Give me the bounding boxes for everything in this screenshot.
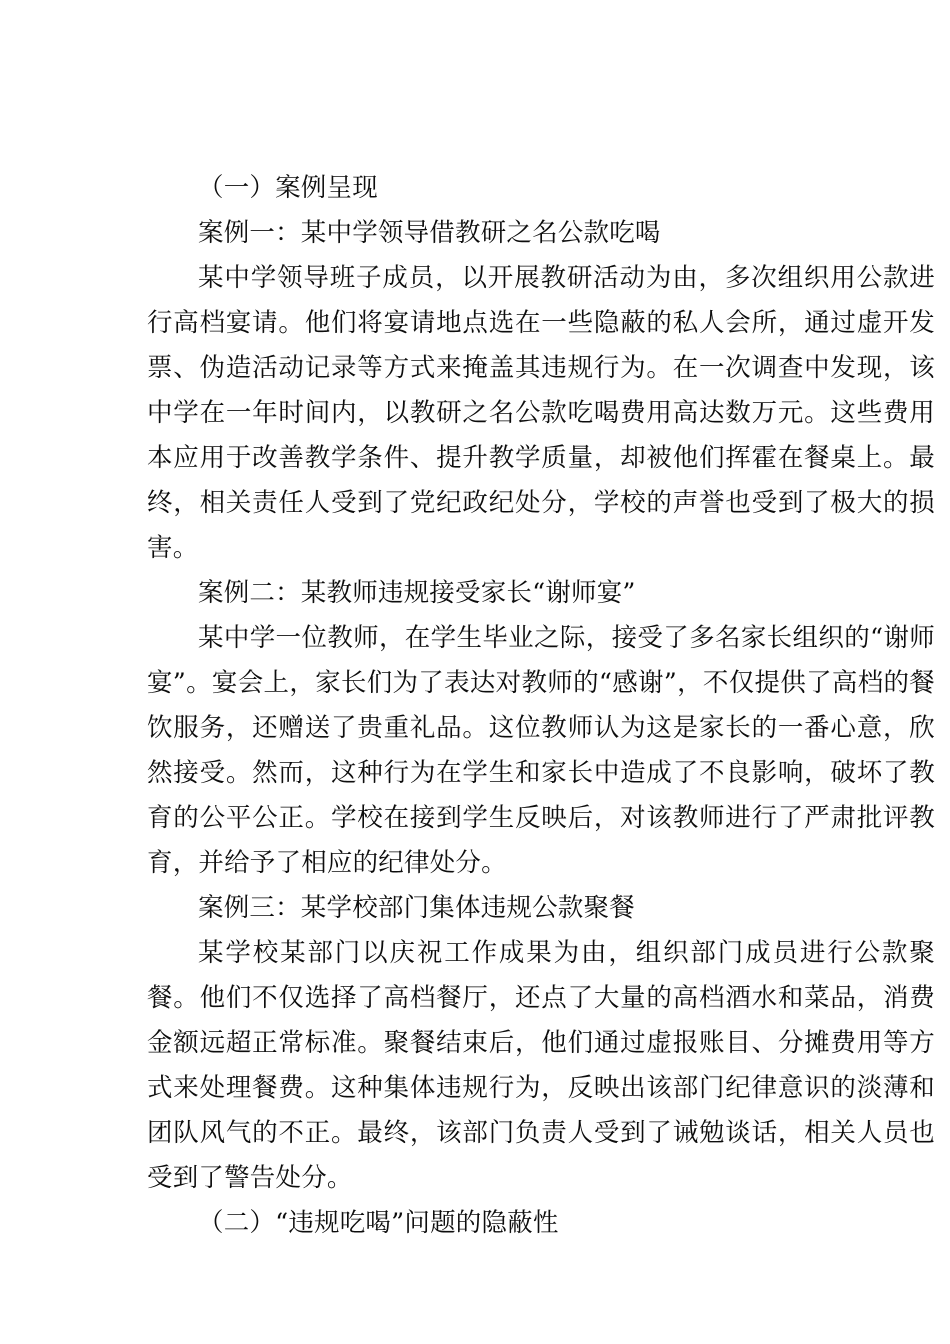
document-body xyxy=(147,166,935,1246)
case-heading-one: 案例一：某中学领导借教研之名公款吃喝 xyxy=(198,218,661,248)
case-heading-three: 案例三：某学校部门集体违规公款聚餐 xyxy=(198,893,635,923)
case-body-two: 某中学一位教师，在学生毕业之际，接受了多名家长组织的“谢师宴”。宴会上，家长们为了表达对教师的“感谢”，不仅提供了高档的餐饮服务，还赠送了贵重礼品。这位教师认为这是家长的一番心意，欣然接受。然而，这种行为在学生和家长中造成了不良影响，破坏了教育的公平公正。学校在接到学生反映后，对该教师进行了严肃批评教育，并给予了相应的纪律处分。 xyxy=(147,623,935,878)
section-heading-concealment: （二）“违规吃喝”问题的隐蔽性 xyxy=(198,1208,559,1238)
case-body-one: 某中学领导班子成员，以开展教研活动为由，多次组织用公款进行高档宴请。他们将宴请地点选在一些隐蔽的私人会所，通过虚开发票、伪造活动记录等方式来掩盖其违规行为。在一次调查中发现，该中学在一年时间内，以教研之名公款吃喝费用高达数万元。这些费用本应用于改善教学条件、提升教学质量，却被他们挥霍在餐桌上。最终，相关责任人受到了党纪政纪处分，学校的声誉也受到了极大的损害。 xyxy=(147,263,935,563)
case-body-three: 某学校某部门以庆祝工作成果为由，组织部门成员进行公款聚餐。他们不仅选择了高档餐厅，还点了大量的高档酒水和菜品，消费金额远超正常标准。聚餐结束后，他们通过虚报账目、分摊费用等方式来处理餐费。这种集体违规行为，反映出该部门纪律意识的淡薄和团队风气的不正。最终，该部门负责人受到了诫勉谈话，相关人员也受到了警告处分。 xyxy=(147,938,935,1193)
case-heading-two: 案例二：某教师违规接受家长“谢师宴” xyxy=(198,578,636,608)
section-heading-case-presentation: （一）案例呈现 xyxy=(198,173,378,203)
